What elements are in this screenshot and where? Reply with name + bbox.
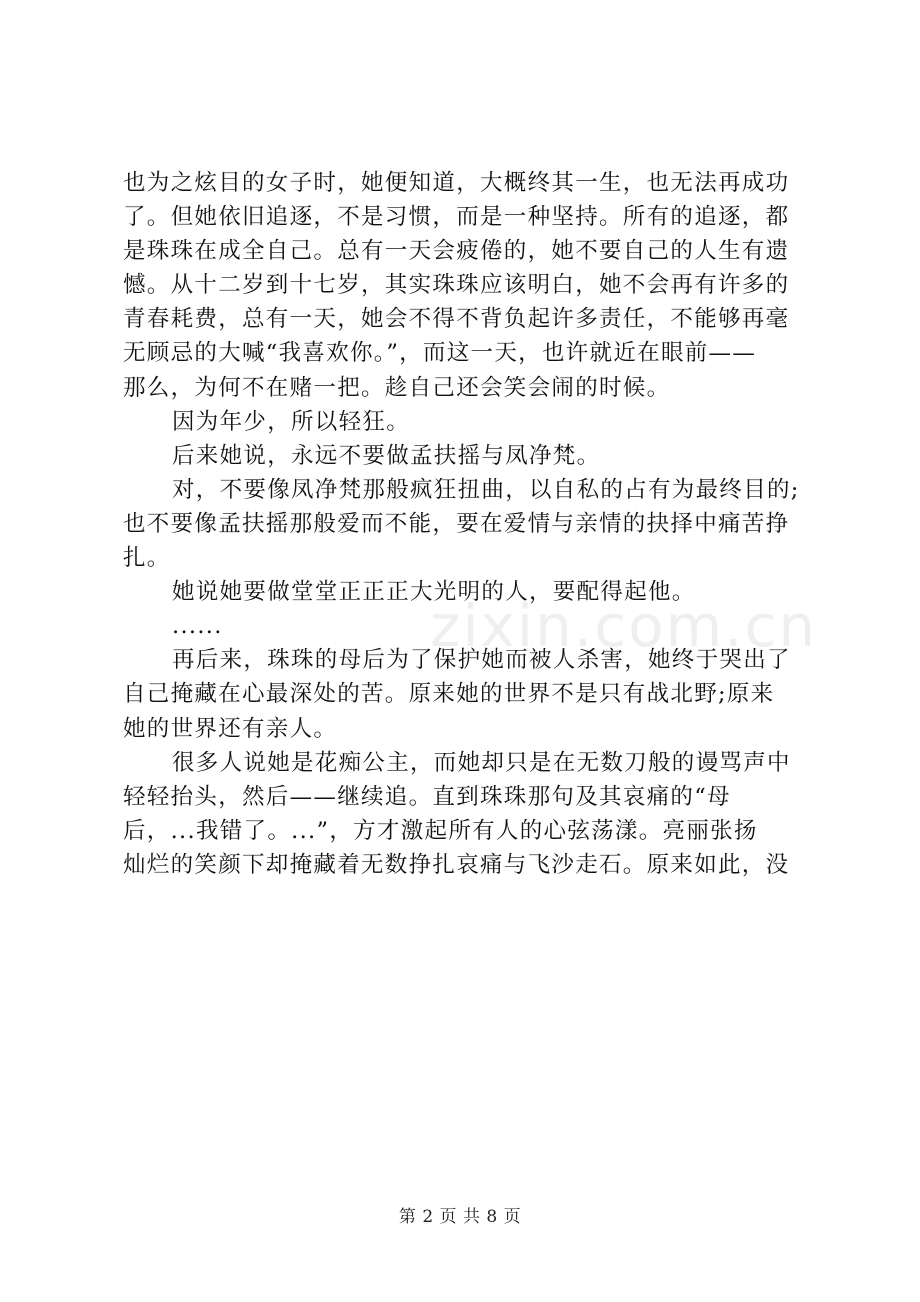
- text-line: 自己掩藏在心最深处的苦。原来她的世界不是只有战北野;原来: [123, 681, 775, 708]
- text-line: 那么，为何不在赌一把。趁自己还会笑会闹的时候。: [123, 374, 671, 401]
- text-line: 轻轻抬头，然后——继续追。直到珠珠那句及其哀痛的“母: [123, 783, 731, 810]
- text-line: 对，不要像凤净梵那般疯狂扭曲，以自私的占有为最终目的;: [172, 476, 800, 503]
- text-line: 她说她要做堂堂正正正大光明的人，要配得起他。: [172, 579, 696, 606]
- watermark: zixin.com.cn: [430, 592, 818, 660]
- text-line: 扎。: [123, 545, 171, 572]
- text-line: 也不要像孟扶摇那般爱而不能，要在爱情与亲情的抉择中痛苦挣: [123, 510, 790, 537]
- text-line: ......: [172, 613, 223, 640]
- text-line: 是珠珠在成全自己。总有一天会疲倦的，她不要自己的人生有遗: [123, 238, 790, 265]
- text-line: 无顾忌的大喊“我喜欢你。”，而这一天，也许就近在眼前——: [123, 340, 757, 367]
- text-line: 再后来，珠珠的母后为了保护她而被人杀害，她终于哭出了: [172, 647, 791, 674]
- text-line: 她的世界还有亲人。: [123, 715, 338, 742]
- text-line: 因为年少，所以轻狂。: [172, 408, 411, 435]
- text-line: 灿烂的笑颜下却掩藏着无数挣扎哀痛与飞沙走石。原来如此，没: [123, 851, 790, 878]
- text-line: 了。但她依旧追逐，不是习惯，而是一种坚持。所有的追逐，都: [123, 204, 790, 231]
- body-text: [123, 166, 813, 882]
- page-footer: 第 2 页 共 8 页: [398, 1207, 522, 1227]
- text-line: 憾。从十二岁到十七岁，其实珠珠应该明白，她不会再有许多的: [123, 272, 790, 299]
- text-line: 后，...我错了。...”，方才激起所有人的心弦荡漾。亮丽张扬: [123, 817, 758, 844]
- text-line: 后来她说，永远不要做孟扶摇与凤净梵。: [172, 442, 601, 469]
- text-line: 青春耗费，总有一天，她会不得不背负起许多责任，不能够再毫: [123, 306, 790, 333]
- text-line: 也为之炫目的女子时，她便知道，大概终其一生，也无法再成功: [123, 170, 790, 196]
- text-line: 很多人说她是花痴公主，而她却只是在无数刀般的谩骂声中: [172, 749, 791, 776]
